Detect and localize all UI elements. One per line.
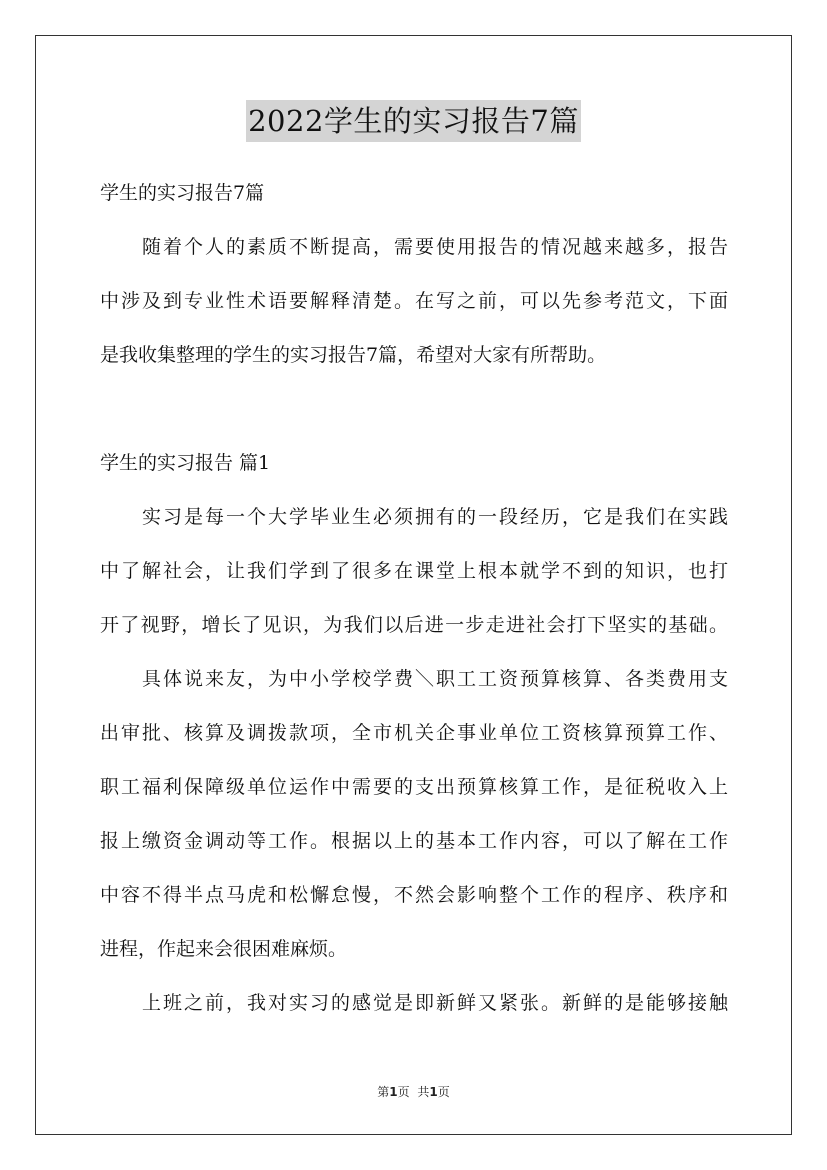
document-body xyxy=(100,170,728,1034)
paragraph1-line: 实习是每一个大学毕业生必须拥有的一段经历，它是我们在实践 xyxy=(142,506,728,528)
paragraph2-line: 具体说来友，为中小学校学费＼职工工资预算核算、各类费用支 xyxy=(142,668,728,690)
paragraph2-line: 职工福利保障级单位运作中需要的支出预算核算工作，是征税收入上 xyxy=(100,776,728,798)
paragraph2-line: 报上缴资金调动等工作。根据以上的基本工作内容，可以了解在工作 xyxy=(100,830,728,852)
paragraph2-line: 中容不得半点马虎和松懈怠慢，不然会影响整个工作的程序、秩序和 xyxy=(100,884,728,906)
intro-line: 随着个人的素质不断提高，需要使用报告的情况越来越多，报告 xyxy=(142,236,728,258)
paragraph1-line: 开了视野，增长了见识，为我们以后进一步走进社会打下坚实的基础。 xyxy=(100,614,728,636)
footer-total-pages: 1 xyxy=(429,1085,438,1099)
paragraph2-line: 出审批、核算及调拨款项，全市机关企事业单位工资核算预算工作、 xyxy=(100,722,728,744)
title-container xyxy=(0,100,827,142)
footer-total-suffix: 页 xyxy=(437,1085,450,1099)
footer-page-suffix: 页 xyxy=(397,1085,410,1099)
footer-page-prefix: 第 xyxy=(377,1085,390,1099)
footer-total-prefix: 共 xyxy=(417,1085,430,1099)
paragraph2-line: 进程，作起来会很困难麻烦。 xyxy=(100,938,348,960)
spacer xyxy=(100,386,728,440)
paragraph3-line: 上班之前，我对实习的感觉是即新鲜又紧张。新鲜的是能够接触 xyxy=(142,992,728,1014)
section-heading: 学生的实习报告 篇1 xyxy=(100,452,271,474)
page-footer xyxy=(0,1083,827,1100)
intro-line: 中涉及到专业性术语要解释清楚。在写之前，可以先参考范文，下面 xyxy=(100,290,728,312)
document-title: 2022学生的实习报告7篇 xyxy=(246,100,581,142)
footer-page-number: 1 xyxy=(389,1085,398,1099)
paragraph1-line: 中了解社会，让我们学到了很多在课堂上根本就学不到的知识，也打 xyxy=(100,560,728,582)
intro-line: 是我收集整理的学生的实习报告7篇，希望对大家有所帮助。 xyxy=(100,344,607,366)
document-subtitle: 学生的实习报告7篇 xyxy=(100,182,265,204)
